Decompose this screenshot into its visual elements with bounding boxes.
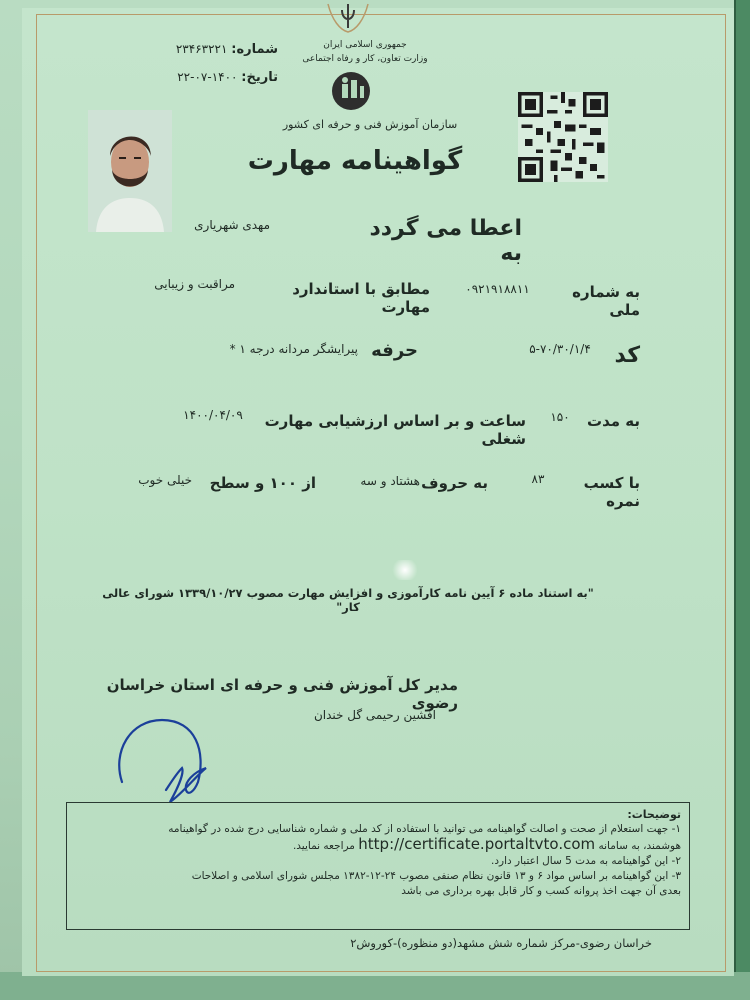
frame-bottom <box>0 972 750 1000</box>
note-line-2-start: هوشمند، به سامانه <box>598 840 681 852</box>
score-value: ۸۳ <box>531 472 545 486</box>
note-line-4: ۳- این گواهینامه بر اساس مواد ۶ و ۱۳ قانون نظام صنفی مصوب ۲۴-۱۲-۱۳۸۲ مجلس شورای اسلامی و اصلاحات <box>191 870 681 882</box>
note-line-3: ۲- این گواهینامه به مدت 5 سال اعتبار دارد. <box>491 855 681 867</box>
organization-logo-icon <box>330 70 372 112</box>
training-center-footer: خراسان رضوی-مرکز شماره شش مشهد(دو منظوره)-کوروش۲ <box>350 936 652 950</box>
date-value: ۱۴۰۰-۰۷-۲۲ <box>177 70 238 84</box>
holder-photo <box>88 110 172 232</box>
duration-value: ۱۵۰ <box>550 410 570 424</box>
ministry-heading <box>270 38 460 66</box>
code-label: کد <box>614 343 640 368</box>
certificate-date-row <box>128 70 278 85</box>
qr-code-icon <box>518 92 608 182</box>
certificate-title: گواهینامه مهارت <box>247 146 463 176</box>
certificate-number-row <box>128 42 278 57</box>
number-value: ۲۳۴۶۳۲۲۱ <box>175 42 228 56</box>
date-label: تاریخ: <box>241 70 278 85</box>
notes-box <box>66 802 690 930</box>
holder-name: مهدی شهریاری <box>194 218 270 232</box>
standard-value: مراقبت و زیبایی <box>154 277 235 291</box>
number-label: شماره: <box>231 42 278 57</box>
level-value: خیلی خوب <box>138 473 192 487</box>
standard-label: مطابق با استاندارد مهارت <box>292 280 430 316</box>
legal-basis: "به استناد ماده ۶ آیین نامه کارآموزی و افزایش مهارت مصوب ۱۳۳۹/۱۰/۲۷ شورای عالی کار" <box>102 586 594 614</box>
score-words: هشتاد و سه <box>360 474 420 488</box>
national-id-value: ۰۹۲۱۹۱۸۸۱۱ <box>465 282 530 296</box>
signature-icon <box>110 712 220 808</box>
evaluation-date: ۱۴۰۰/۰۴/۰۹ <box>183 408 243 422</box>
profession-label: حرفه <box>371 340 418 361</box>
person-portrait-icon <box>88 110 172 232</box>
note-line-2 <box>75 837 681 854</box>
republic-name: جمهوری اسلامی ایران <box>323 40 407 50</box>
duration-label: به مدت <box>587 412 640 430</box>
organization-name: سازمان آموزش فنی و حرفه ای کشور <box>282 118 458 131</box>
profession-value: پیرایشگر مردانه درجه ۱ * <box>229 342 358 356</box>
out-of-label: از ۱۰۰ و سطح <box>209 474 316 492</box>
note-line-5: بعدی آن جهت اخذ پروانه کسب و کار قابل بهره برداری می باشد <box>401 885 681 897</box>
state-emblem-icon <box>322 0 374 36</box>
hours-label: ساعت و بر اساس ارزشیابی مهارت شغلی <box>264 412 526 448</box>
director-name: افشین رحیمی گل خندان <box>313 708 436 722</box>
awarded-to-label: اعطا می گردد به <box>369 216 522 266</box>
score-label: با کسب نمره <box>583 474 640 510</box>
verification-url[interactable]: http://certificate.portaltvto.com <box>358 835 596 853</box>
ministry-name: وزارت تعاون، کار و رفاه اجتماعی <box>302 54 428 64</box>
note-line-1: ۱- جهت استعلام از صحت و اصالت گواهینامه می توانید با استفاده از کد ملی و شماره شناسایی درج شده در گواهینامه <box>168 823 681 835</box>
score-words-label: به حروف <box>421 474 488 492</box>
notes-heading: توضیحات: <box>627 808 681 821</box>
national-id-label: به شماره ملی <box>572 283 640 319</box>
frame-edge <box>734 0 750 1000</box>
note-line-2-end: مراجعه نمایید. <box>292 840 355 852</box>
code-value: ۵-۷۰/۳۰/۱/۴ <box>529 342 591 356</box>
light-glare <box>390 560 420 580</box>
director-title: مدیر کل آموزش فنی و حرفه ای استان خراسان رضوی <box>106 676 458 712</box>
